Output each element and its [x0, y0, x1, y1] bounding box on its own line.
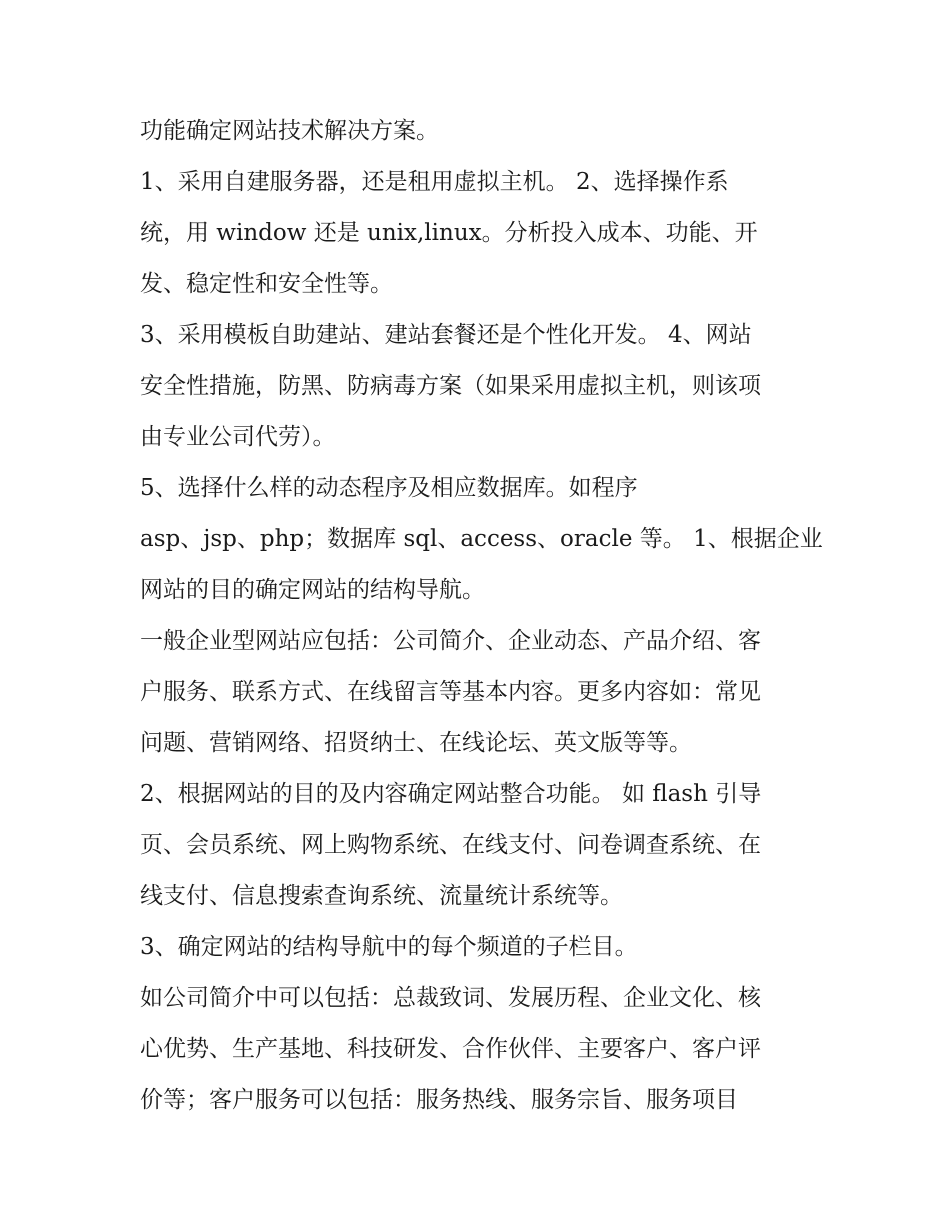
text-line: 由专业公司代劳）。: [140, 424, 336, 450]
text-line: 如公司简介中可以包括：总裁致词、发展历程、企业文化、核: [140, 985, 761, 1011]
text-line: 统，用 window 还是 unix,linux。分析投入成本、功能、开: [140, 220, 758, 246]
text-line: 安全性措施，防黑、防病毒方案（如果采用虚拟主机，则该项: [140, 373, 761, 399]
text-line: 2、根据网站的目的及内容确定网站整合功能。 如 flash 引导: [140, 781, 762, 807]
text-line: 网站的目的确定网站的结构导航。: [140, 577, 485, 603]
document-body: [140, 106, 823, 1126]
text-line: 发、稳定性和安全性等。: [140, 271, 393, 297]
text-line: 线支付、信息搜索查询系统、流量统计系统等。: [140, 883, 623, 909]
text-line: 价等；客户服务可以包括：服务热线、服务宗旨、服务项目: [140, 1087, 738, 1113]
text-line: 一般企业型网站应包括：公司简介、企业动态、产品介绍、客: [140, 628, 761, 654]
text-line: 3、采用模板自助建站、建站套餐还是个性化开发。 4、网站: [140, 322, 752, 348]
text-line: 页、会员系统、网上购物系统、在线支付、问卷调查系统、在: [140, 832, 761, 858]
text-line: 心优势、生产基地、科技研发、合作伙伴、主要客户、客户评: [140, 1036, 761, 1062]
text-line: 户服务、联系方式、在线留言等基本内容。更多内容如：常见: [140, 679, 761, 705]
text-line: 1、采用自建服务器，还是租用虚拟主机。 2、选择操作系: [140, 169, 729, 195]
text-line: 功能确定网站技术解决方案。: [140, 118, 439, 144]
text-line: 3、确定网站的结构导航中的每个频道的子栏目。: [140, 934, 638, 960]
text-line: 问题、营销网络、招贤纳士、在线论坛、英文版等等。: [140, 730, 692, 756]
text-line: 5、选择什么样的动态程序及相应数据库。如程序: [140, 475, 638, 501]
text-line: asp、jsp、php；数据库 sql、access、oracle 等。 1、根据企业: [140, 526, 823, 552]
